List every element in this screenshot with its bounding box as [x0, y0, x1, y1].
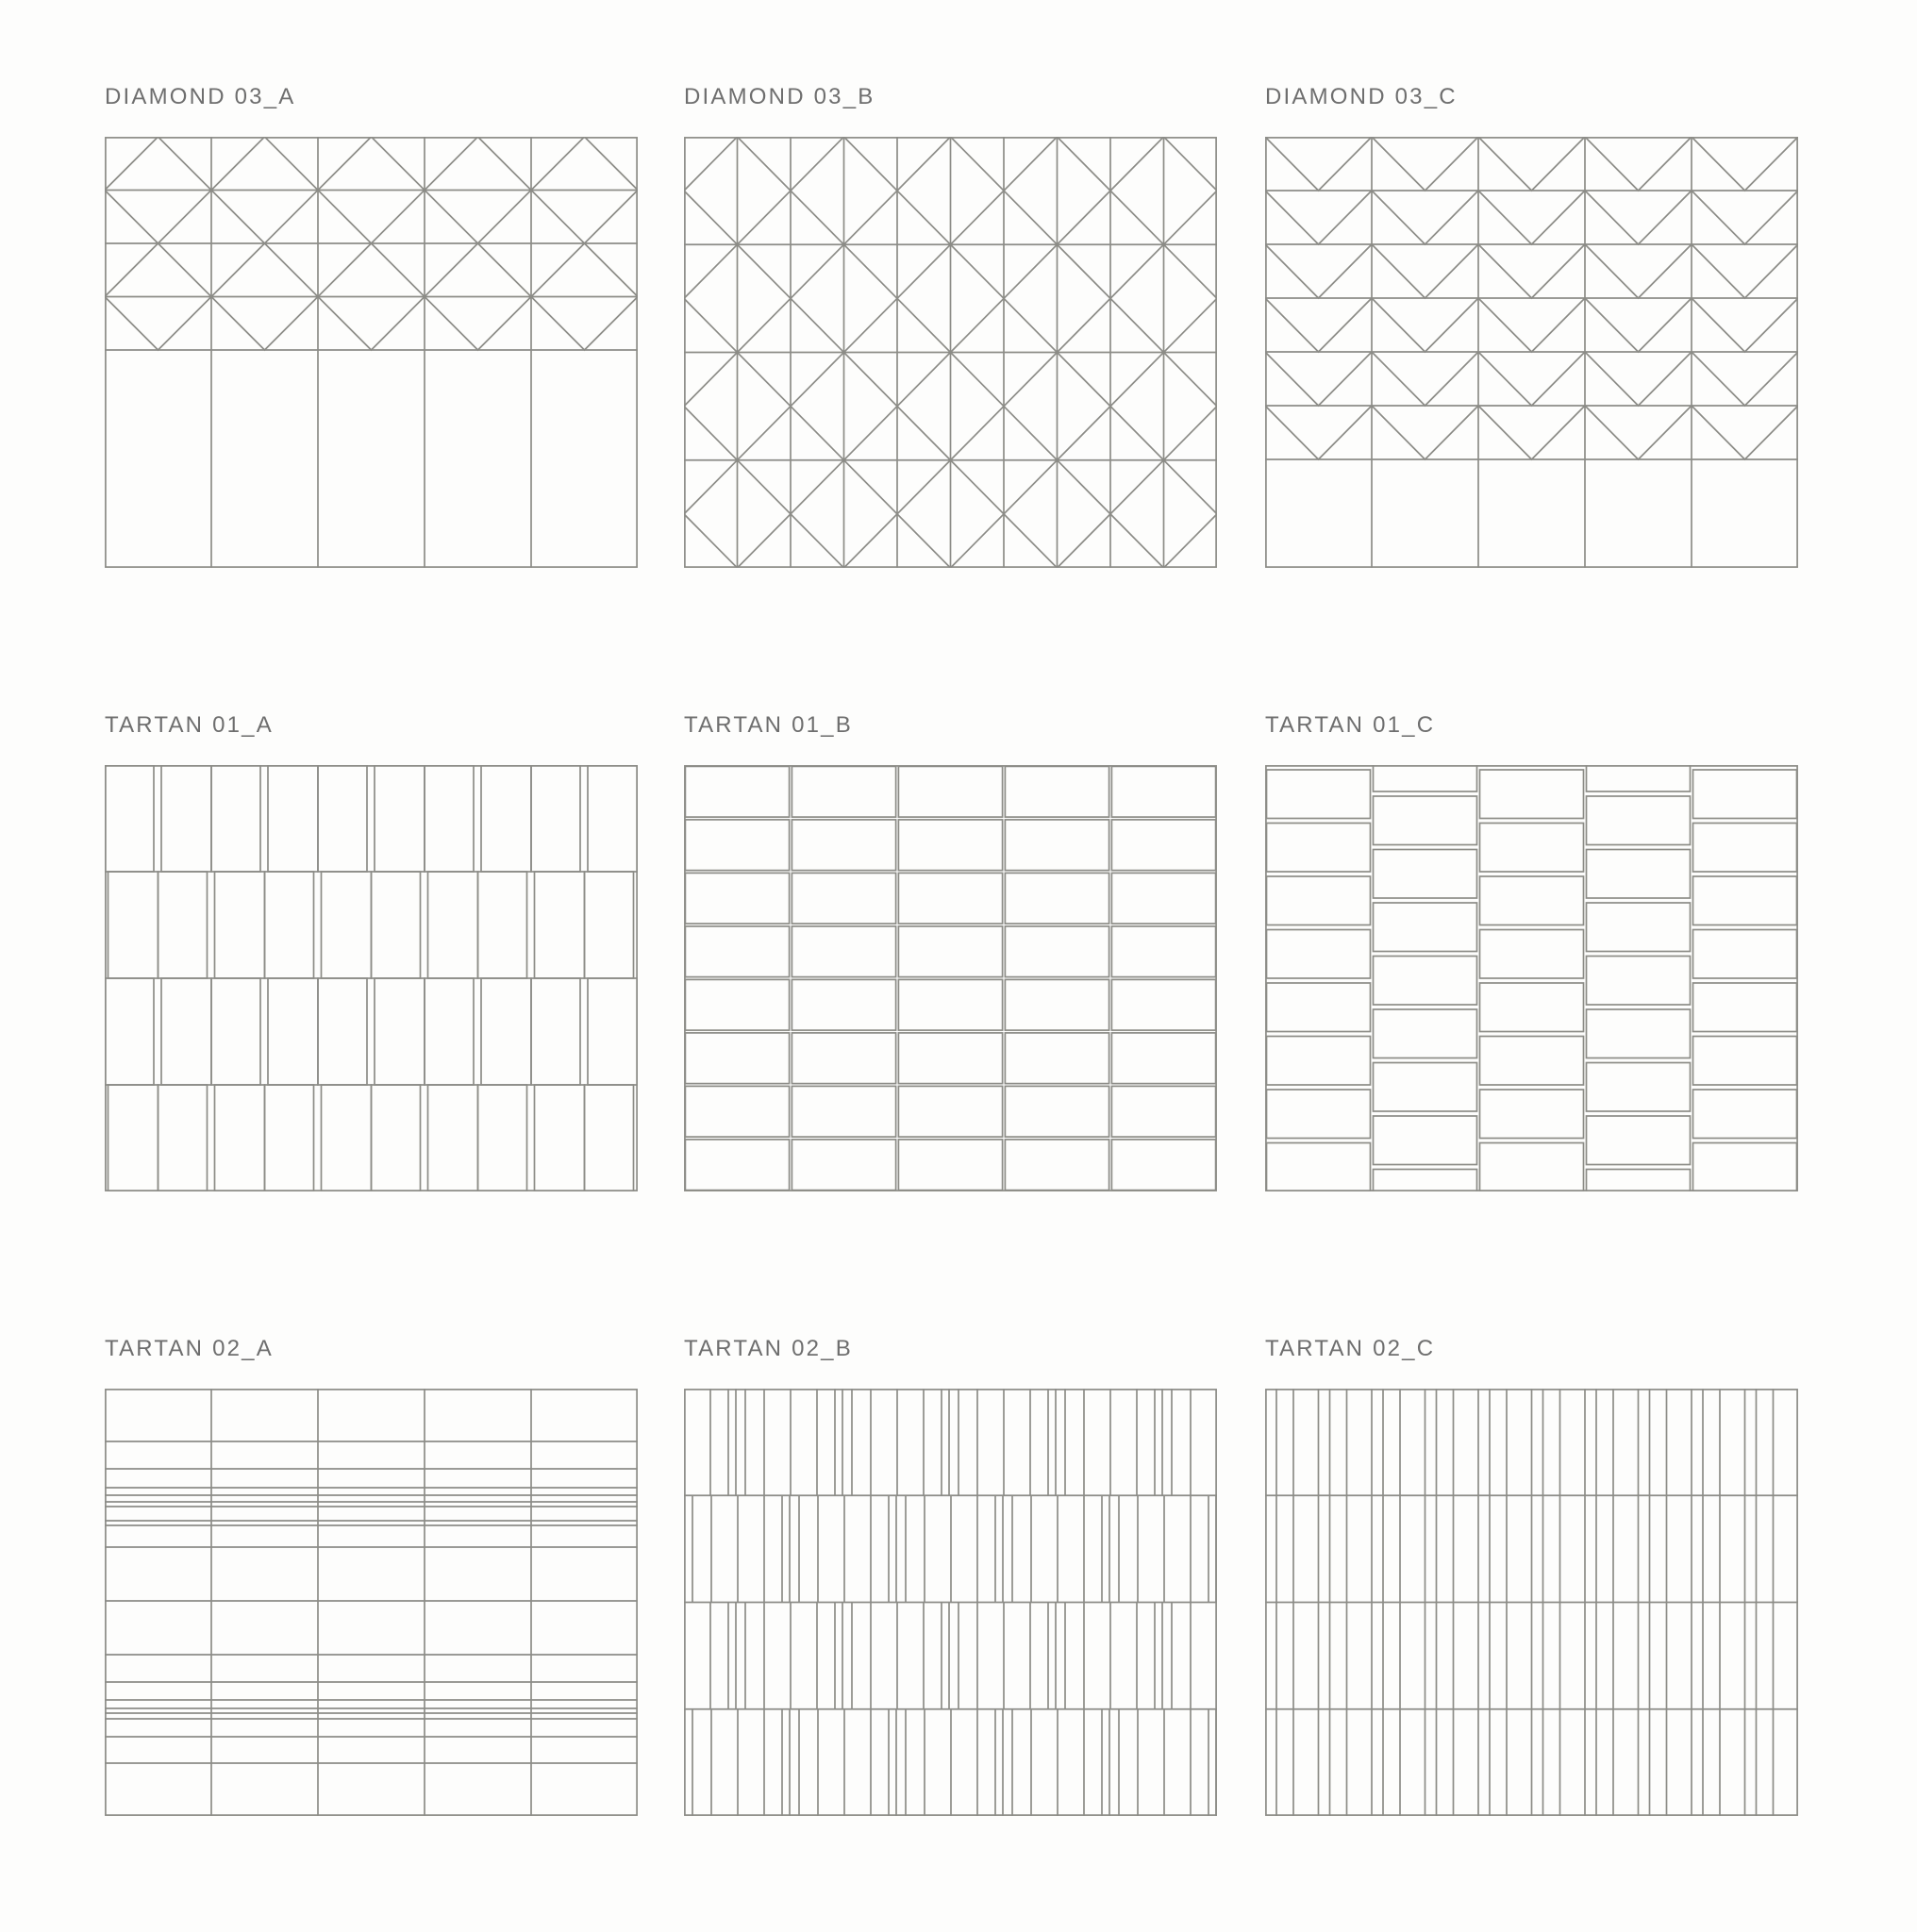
pattern-preview-tartan-01-c [1265, 765, 1798, 1191]
pattern-card-tartan-02-c [1265, 1336, 1798, 1816]
pattern-card-tartan-01-a [105, 712, 638, 1191]
pattern-title: TARTAN 01_B [684, 712, 853, 738]
pattern-card-tartan-02-a [105, 1336, 638, 1816]
pattern-title: DIAMOND 03_C [1265, 84, 1458, 109]
pattern-card-diamond-03-c [1265, 84, 1798, 568]
pattern-preview-tartan-02-b [684, 1389, 1217, 1816]
pattern-title: TARTAN 02_B [684, 1336, 853, 1361]
pattern-preview-tartan-02-c [1265, 1389, 1798, 1816]
pattern-preview-tartan-02-a [105, 1389, 638, 1816]
pattern-title: TARTAN 01_C [1265, 712, 1436, 738]
pattern-card-tartan-01-b [684, 712, 1217, 1191]
pattern-preview-tartan-01-a [105, 765, 638, 1191]
pattern-card-tartan-01-c [1265, 712, 1798, 1191]
pattern-title: TARTAN 02_A [105, 1336, 274, 1361]
pattern-preview-diamond-03-c [1265, 137, 1798, 568]
pattern-preview-tartan-01-b [684, 765, 1217, 1191]
pattern-card-diamond-03-b [684, 84, 1217, 568]
pattern-title: DIAMOND 03_B [684, 84, 875, 109]
pattern-title: DIAMOND 03_A [105, 84, 296, 109]
pattern-card-tartan-02-b [684, 1336, 1217, 1816]
pattern-title: TARTAN 02_C [1265, 1336, 1436, 1361]
pattern-title: TARTAN 01_A [105, 712, 274, 738]
pattern-preview-diamond-03-b [684, 137, 1217, 568]
pattern-preview-diamond-03-a [105, 137, 638, 568]
pattern-card-diamond-03-a [105, 84, 638, 568]
